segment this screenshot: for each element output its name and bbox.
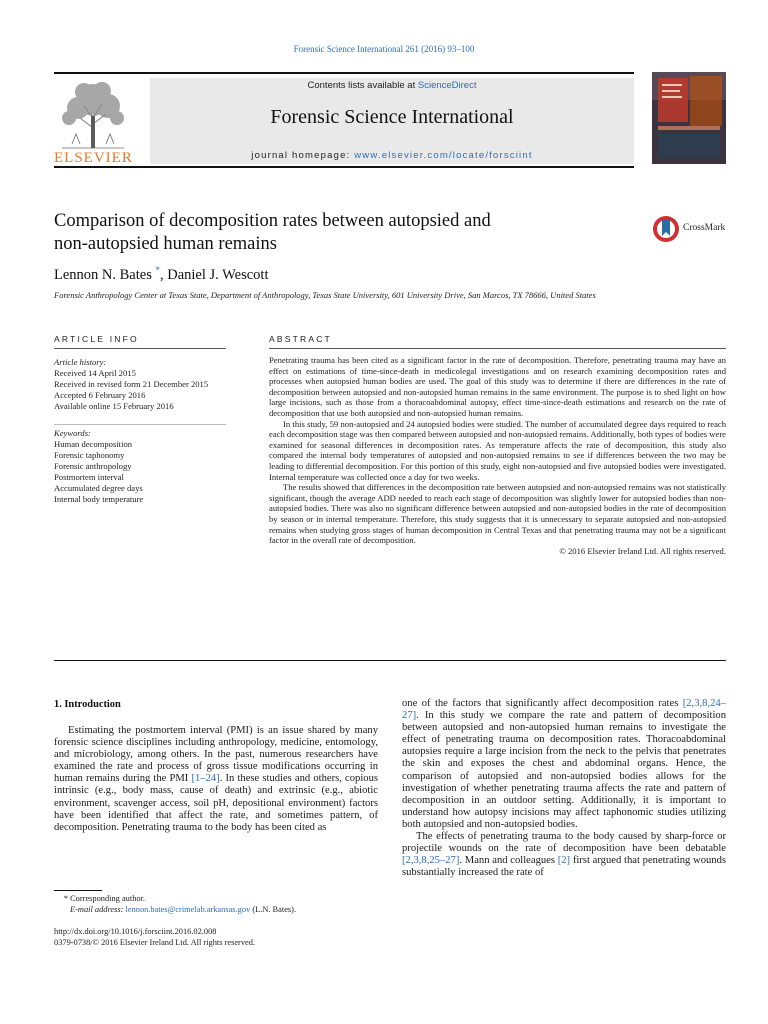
- email-link[interactable]: lennon.bates@crimelab.arkansas.gov: [125, 905, 251, 914]
- history-online: Available online 15 February 2016: [54, 401, 174, 411]
- crossmark-label[interactable]: CrossMark: [683, 223, 726, 233]
- reference-link[interactable]: [2,3,8,25–27]: [402, 855, 460, 867]
- intro-right-column: [402, 698, 726, 879]
- keyword-item: Postmortem interval: [54, 472, 124, 482]
- journal-homepage: [150, 150, 634, 161]
- contents-availability: [150, 80, 634, 91]
- homepage-link[interactable]: www.elsevier.com/locate/forsciint: [354, 150, 533, 161]
- history-accepted: Accepted 6 February 2016: [54, 390, 146, 400]
- elsevier-wordmark: ELSEVIER: [54, 150, 133, 166]
- header-bottom-rule: [54, 166, 634, 168]
- journal-citation[interactable]: Forensic Science International 261 (2016) 93–100: [293, 44, 475, 54]
- intro-r2-text-b: . Mann and colleagues: [459, 855, 558, 867]
- article-title-line2: non-autopsied human remains: [54, 234, 277, 254]
- author-bates: Lennon N. Bates: [54, 266, 152, 283]
- crossmark-icon: [652, 214, 680, 244]
- corresponding-author-note: [54, 894, 145, 905]
- keyword-item: Human decomposition: [54, 439, 133, 449]
- abstract-rule: [269, 348, 726, 349]
- keywords-divider: [54, 424, 226, 425]
- intro-paragraph-2: [402, 831, 726, 879]
- footnote-mark: *: [63, 894, 68, 903]
- abstract-label: ABSTRACT: [269, 334, 332, 344]
- author-wescott: Daniel J. Wescott: [167, 266, 269, 283]
- reference-link[interactable]: [2,3,8,24–27]: [402, 698, 726, 722]
- intro-p1-text-a: Estimating the postmortem interval (PMI) is an issue shared by many forensic science disciplines including anthropology, medicine, entomology, and microbiology, among others. In the past, numerous researchers have examined the rate and process of gross tissue modifications occurring in human remains during the PMI: [54, 725, 378, 785]
- footnote-rule: [54, 890, 102, 891]
- keyword-item: Accumulated degree days: [54, 483, 143, 493]
- intro-paragraph-1-cont: [402, 698, 726, 831]
- abstract-bottom-rule: [54, 660, 726, 661]
- email-label: E-mail address:: [70, 905, 124, 914]
- abstract-paragraph-2: In this study, 59 non-autopsied and 24 autopsied bodies were studied. The number of accumulated degree days required to reach each decomposition stage was then compared between autopsied and non-autopsied remains. Additionally, both types of bodies were examined for seasonal differences in decomposition rates. As temperature affects the rate of decomposition, this study also compared the internal body temperatures of autopsied and non-autopsied remains to see if differences between the two may be leading to differential decomposition. For this portion of this study, eight non-autopsied and five autopsied bodies were investigated. Internal temperature was collected once a day for two weeks.: [269, 418, 726, 482]
- keyword-item: Forensic taphonomy: [54, 450, 125, 460]
- article-info-rule: [54, 348, 226, 349]
- author-list: [54, 265, 269, 284]
- sciencedirect-link[interactable]: ScienceDirect: [417, 80, 477, 91]
- email-note: [70, 905, 296, 916]
- homepage-prefix: journal homepage:: [251, 150, 355, 161]
- article-title-line1: Comparison of decomposition rates between autopsied and: [54, 211, 491, 231]
- contents-prefix: Contents lists available at: [307, 80, 418, 91]
- reference-link[interactable]: [1–24]: [191, 773, 220, 785]
- article-title: [54, 210, 614, 256]
- intro-left-column: [54, 725, 378, 834]
- abstract-paragraph-3: The results showed that differences in the decomposition rate between autopsied and non-autopsied remains was not statistically significant, though the average ADD needed to reach each stage of decomposition was slightly lower for autopsied bodies than non-autopsied bodies. There was also no significant difference between autopsied and non-autopsied bodies in the rate of decomposition by season or in internal temperature. Therefore, this study suggests that it is unnecessary to separate autopsied and non-autopsied remains when studying gross stages of human decomposition in Central Texas and that penetrating trauma may not be a significant factor in the overall rate of decomposition.: [269, 482, 726, 546]
- doi-link[interactable]: http://dx.doi.org/10.1016/j.forsciint.2016.02.008: [54, 927, 217, 936]
- keyword-item: Internal body temperature: [54, 494, 144, 504]
- corresponding-author-mark[interactable]: *: [155, 265, 160, 275]
- history-received: Received 14 April 2015: [54, 368, 136, 378]
- reference-link[interactable]: [2]: [557, 855, 571, 867]
- email-suffix: (L.N. Bates).: [250, 905, 297, 914]
- abstract-paragraph-1: Penetrating trauma has been cited as a significant factor in the rate of decomposition. Therefore, penetrating trauma may have an effect on estimations of time-since-death in medicolegal investigations and on research examining decomposition rates and processes when autopsied human bodies are used. The goal of this study was to determine if there are differences in the rate of decomposition between autopsied and non-autopsied human remains in the same environment. The purpose is to shed light on how large incisions, such as those from a thoracoabdominal autopsy, effect time-since-death estimations and research on the rate of decomposition that use both autopsied and non-autopsied human remains.: [269, 355, 726, 418]
- keyword-item: Forensic anthropology: [54, 461, 132, 471]
- intro-paragraph-1: [54, 725, 378, 834]
- history-revised: Received in revised form 21 December 2015: [54, 379, 209, 389]
- intro-r1-text-a: one of the factors that significantly affect decomposition rates: [402, 698, 683, 709]
- author-separator: ,: [159, 266, 168, 283]
- issn-copyright: 0379-0738/© 2016 Elsevier Ireland Ltd. All rights reserved.: [54, 938, 256, 947]
- keywords-label: Keywords:: [54, 428, 91, 438]
- intro-r2-text-c: first argued that penetrating wounds substantially increased the rate of: [402, 855, 726, 879]
- author-affiliation: Forensic Anthropology Center at Texas State, Department of Anthropology, Texas State University, 601 University Drive, San Marcos, TX 78666, United States: [54, 290, 596, 300]
- header-top-rule: [54, 72, 634, 74]
- abstract-copyright: © 2016 Elsevier Ireland Ltd. All rights reserved.: [559, 545, 726, 556]
- history-label: Article history:: [54, 357, 107, 367]
- article-info-label: ARTICLE INFO: [54, 334, 139, 344]
- journal-title: Forensic Science International: [270, 106, 514, 128]
- intro-r1-text-b: . In this study we compare the rate and pattern of decomposition between autopsied and non-autopsied human remains to investigate the effect of penetrating trauma on decomposition rates. Thoracoabdominal autopsies require a large incision from the neck to the pelvis that penetrates the skin and exposes the chest and abdominal organs. Hence, the comparison of autopsied and non-autopsied bodies allows for the investigation of whether penetrating trauma affects the rate and pattern of decomposition in an outdoor setting. Additionally, it is important to understand how autopsy incisions may affect taphonomic studies utilizing both autopsied and non-autopsied bodies.: [402, 710, 726, 830]
- journal-cover-image[interactable]: [652, 72, 726, 164]
- section-heading-introduction: 1. Introduction: [54, 699, 121, 710]
- corresponding-author-text: Corresponding author.: [70, 894, 145, 903]
- intro-p1-text-b: . In these studies and others, copious intrinsic (e.g., body mass, cause of death) and extrinsic (e.g., abiotic environment, scavenger access, soil pH, depositional environment) factors have been identified that affect the rate, and sometimes pattern, of decomposition. Penetrating trauma to the body has been cited as: [54, 773, 378, 833]
- abstract-text: [269, 355, 726, 556]
- intro-r2-text-a: The effects of penetrating trauma to the body caused by sharp-force or projectile wounds on the rate of decomposition have been debatable: [402, 831, 726, 855]
